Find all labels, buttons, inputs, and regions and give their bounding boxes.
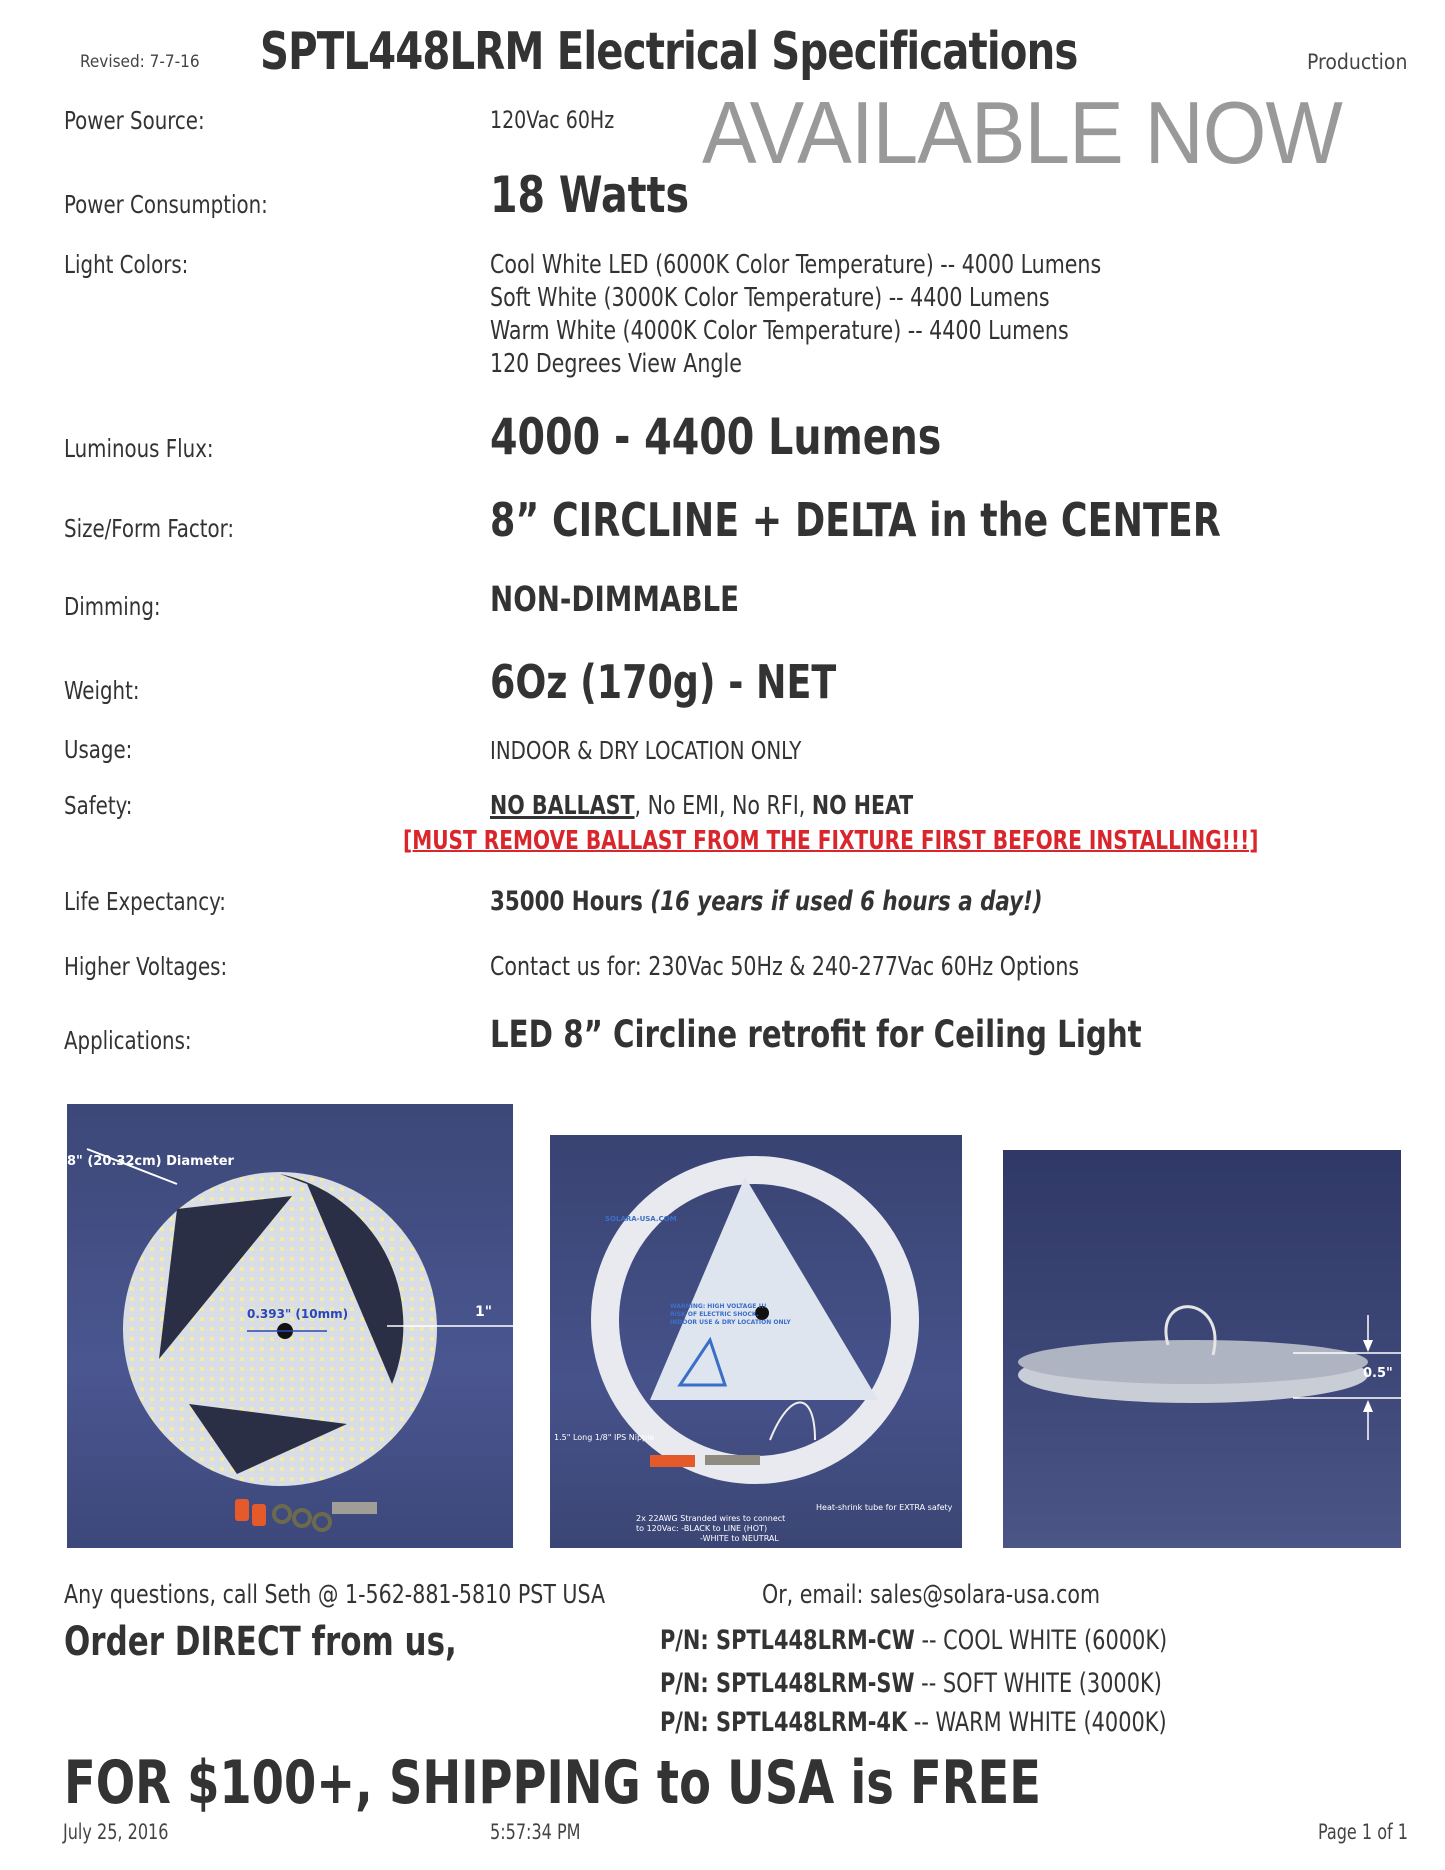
- part-description: -- WARM WHITE (4000K): [907, 1707, 1167, 1738]
- part-number-row: [660, 1625, 1167, 1656]
- no-heat-text: NO HEAT: [811, 791, 914, 821]
- safety-rest-text: , No EMI, No RFI,: [634, 791, 812, 821]
- hole-caption: 0.393" (10mm): [247, 1307, 349, 1321]
- safety-value: [490, 791, 913, 821]
- usage-value: INDOOR & DRY LOCATION ONLY: [490, 736, 802, 765]
- led-board-illustration: [67, 1104, 513, 1548]
- usage-label: Usage:: [64, 735, 133, 764]
- light-color-line: Soft White (3000K Color Temperature) -- 4400 Lumens: [490, 283, 1050, 313]
- wires-caption-1: 2x 22AWG Stranded wires to connect: [636, 1514, 786, 1523]
- availability-banner: AVAILABLE NOW: [702, 83, 1342, 182]
- part-number-row: [660, 1707, 1167, 1738]
- weight-label: Weight:: [64, 676, 140, 705]
- safety-label: Safety:: [64, 791, 133, 820]
- dimming-label: Dimming:: [64, 592, 161, 621]
- luminous-flux-value: 4000 - 4400 Lumens: [490, 408, 942, 466]
- nipple-caption: 1.5" Long 1/8" IPS Nipple: [554, 1433, 655, 1442]
- board-warning-2: RISK OF ELECTRIC SHOCK.: [670, 1311, 759, 1318]
- life-hours: 35000 Hours: [490, 886, 651, 917]
- side-view-illustration: [1003, 1150, 1401, 1548]
- size-form-value: 8” CIRCLINE + DELTA in the CENTER: [490, 493, 1221, 547]
- life-expectancy-label: Life Expectancy:: [64, 887, 226, 916]
- part-number-row: [660, 1668, 1162, 1699]
- part-number: P/N: SPTL448LRM-CW: [660, 1625, 915, 1656]
- light-colors-list: [490, 249, 1101, 381]
- free-shipping-banner: FOR $100+, SHIPPING to USA is FREE: [64, 1748, 1041, 1818]
- revised-date: Revised: 7-7-16: [80, 52, 200, 72]
- part-number: P/N: SPTL448LRM-4K: [660, 1707, 908, 1738]
- diffuser-illustration: [550, 1135, 962, 1548]
- wires-caption-3: -WHITE to NEUTRAL: [700, 1534, 779, 1543]
- footer-page-number: Page 1 of 1: [1318, 1820, 1409, 1844]
- weight-value: 6Oz (170g) - NET: [490, 655, 837, 709]
- board-warning-1: WARNING: HIGH VOLTAGE !!!: [670, 1303, 767, 1310]
- part-number: P/N: SPTL448LRM-SW: [660, 1668, 915, 1699]
- photo-top-view: [67, 1104, 513, 1548]
- power-source-value: 120Vac 60Hz: [490, 106, 615, 134]
- photo-side-view: [1003, 1150, 1401, 1548]
- order-direct-heading: Order DIRECT from us,: [64, 1619, 457, 1665]
- power-consumption-label: Power Consumption:: [64, 190, 268, 219]
- board-url-caption: SOLARA-USA.COM: [605, 1215, 677, 1223]
- power-consumption-value: 18 Watts: [490, 166, 690, 224]
- life-expectancy-value: [490, 886, 1043, 917]
- dimming-value: NON-DIMMABLE: [490, 580, 740, 620]
- height-caption: 0.5": [1363, 1366, 1393, 1381]
- luminous-flux-label: Luminous Flux:: [64, 434, 214, 463]
- page-title: SPTL448LRM Electrical Specifications: [260, 22, 1078, 82]
- diameter-caption: 8" (20.32cm) Diameter: [67, 1154, 234, 1169]
- ring-width-caption: 1": [475, 1304, 493, 1320]
- higher-voltages-value: Contact us for: 230Vac 50Hz & 240-277Vac 60Hz Options: [490, 952, 1080, 982]
- part-description: -- COOL WHITE (6000K): [914, 1625, 1168, 1656]
- higher-voltages-label: Higher Voltages:: [64, 952, 228, 981]
- light-color-line: 120 Degrees View Angle: [490, 349, 742, 379]
- power-source-label: Power Source:: [64, 106, 205, 135]
- applications-label: Applications:: [64, 1026, 192, 1055]
- light-colors-label: Light Colors:: [64, 250, 189, 279]
- footer-time: 5:57:34 PM: [490, 1820, 581, 1844]
- phone-contact: Any questions, call Seth @ 1-562-881-5810 PST USA: [64, 1580, 606, 1610]
- no-ballast-text: NO BALLAST: [490, 791, 635, 821]
- part-description: -- SOFT WHITE (3000K): [914, 1668, 1162, 1699]
- ballast-warning: [MUST REMOVE BALLAST FROM THE FIXTURE FIRST BEFORE INSTALLING!!!]: [403, 826, 1259, 856]
- email-contact[interactable]: Or, email: sales@solara-usa.com: [762, 1580, 1101, 1610]
- status-label: Production: [1307, 50, 1408, 74]
- wires-caption-2: to 120Vac: -BLACK to LINE (HOT): [636, 1524, 768, 1533]
- board-warning-3: INDOOR USE & DRY LOCATION ONLY: [670, 1319, 791, 1326]
- photo-with-diffuser: [550, 1135, 962, 1548]
- light-color-line: Cool White LED (6000K Color Temperature) -- 4000 Lumens: [490, 250, 1102, 280]
- size-form-label: Size/Form Factor:: [64, 514, 234, 543]
- applications-value: LED 8” Circline retrofit for Ceiling Light: [490, 1013, 1142, 1056]
- heat-shrink-caption: Heat-shrink tube for EXTRA safety: [816, 1503, 953, 1512]
- light-color-line: Warm White (4000K Color Temperature) -- 4400 Lumens: [490, 316, 1069, 346]
- footer-date: July 25, 2016: [63, 1820, 169, 1844]
- life-note: (16 years if used 6 hours a day!): [650, 886, 1043, 917]
